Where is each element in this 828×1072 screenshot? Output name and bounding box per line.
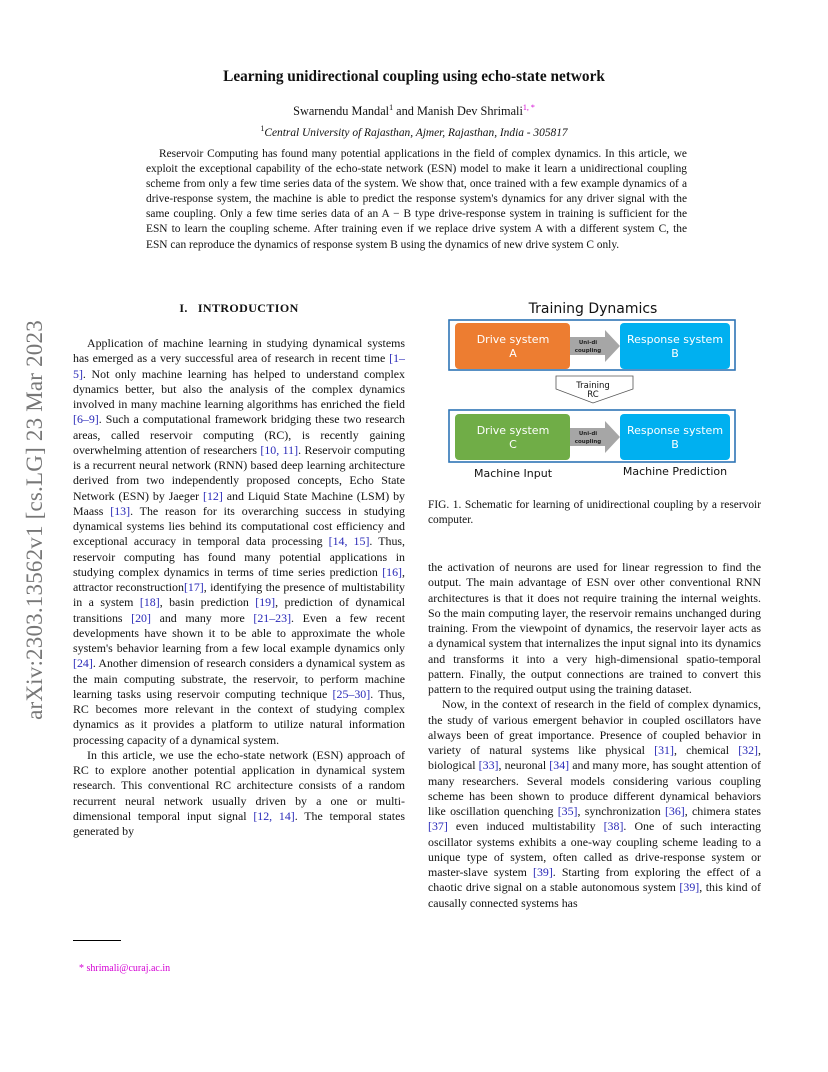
footnote-rule bbox=[73, 940, 121, 941]
citation-link[interactable]: [12] bbox=[203, 488, 223, 503]
citation-link[interactable]: [25–30] bbox=[332, 686, 371, 701]
text-run: . Another dimension of research considers a dynamical system as the main computing substrate, the reservoir, to perform machine learning tasks using reservoir computing technique bbox=[73, 656, 405, 701]
citation-link[interactable]: [32] bbox=[738, 743, 758, 757]
drive-system-c-label: Drive system bbox=[476, 424, 550, 437]
paragraph bbox=[73, 748, 405, 840]
text-run: . Even a few recent developments have shown it to be able to approximate the whole system's behavior learning from a few local example dynamics only bbox=[73, 610, 405, 655]
text-run: . Not only machine learning has helped to understand complex dynamics better, but also the analysis of the complex dynamics involved in many machine learning algorithms has enriched the field bbox=[73, 366, 405, 411]
affiliation-text: Central University of Rajasthan, Ajmer, Rajasthan, India - 305817 bbox=[264, 126, 568, 139]
drive-system-c-letter: C bbox=[509, 438, 517, 451]
machine-input-label: Machine Input bbox=[473, 467, 553, 480]
section-number: I. bbox=[179, 301, 188, 315]
training-arrow-label: Training bbox=[576, 381, 610, 391]
citation-link[interactable]: [1–5] bbox=[73, 351, 405, 381]
text-run: Application of machine learning in studying dynamical systems has emerged as a very successful area of research in recent time bbox=[73, 336, 405, 366]
text-run: , prediction of dynamical transitions bbox=[73, 595, 406, 625]
coupling-arrow-label: Uni-di bbox=[578, 340, 598, 346]
corresponding-email-link[interactable]: shrimali@curaj.ac.in bbox=[86, 963, 171, 974]
text-run: , biological bbox=[428, 743, 761, 773]
text-run: , synchronization bbox=[577, 804, 665, 818]
citation-link[interactable]: [33] bbox=[478, 758, 499, 773]
text-run: and many more, has sought attention of many researchers. Several models considering various coupling scheme has been shown to produce different dynamical behaviors like oscillation quenching bbox=[428, 758, 761, 818]
author-list bbox=[0, 103, 828, 119]
paper-title: Learning unidirectional coupling using echo-state network bbox=[223, 68, 605, 85]
coupling-arrow-label: coupling bbox=[574, 348, 602, 354]
citation-link[interactable]: [10, 11] bbox=[260, 442, 299, 457]
affiliation-mark: 1 bbox=[260, 124, 265, 133]
paragraph bbox=[428, 560, 761, 697]
response-system-b-letter: B bbox=[671, 438, 679, 451]
footnote-mark: * bbox=[79, 963, 84, 974]
text-run: . Starting from exploring the effect of a chaotic drive signal on a stable autonomous system bbox=[428, 865, 761, 895]
text-run: In this article, we use the echo-state network (ESN) approach of RC to explore another potential application in dynamical system research. This conventional RC architecture consists of a random recurrent neural network usually driven by a one or multi-dimensional temporal input signal bbox=[73, 747, 405, 823]
text-run: . Reservoir computing is a recurrent neural network (RNN) based deep learning architecture derived from two independently proposed concepts, Echo State Network (ESN) by Jaeger bbox=[73, 442, 405, 503]
citation-link[interactable]: [31] bbox=[654, 743, 674, 757]
text-run: , chemical bbox=[673, 743, 739, 757]
abstract: Reservoir Computing has found many potential applications in the field of complex dynamics. In this article, we exploit the exceptional capability of the echo-state network (ESN) model to make it learn a unidirectional coupling scheme from only a few time series data of the system. We show that, once trained with a few example dynamics of a drive-response system, the machine is able to predict the response system's dynamics for any driver signal with the same coupling. Only a few time series data of an A − B type drive-response system in training is sufficient for the ESN to learn the coupling scheme. After training even if we replace drive system A with a different system C, the ESN can reproduce the dynamics of response system B using the dynamics of new drive system C only. bbox=[146, 148, 687, 251]
citation-link[interactable]: [16] bbox=[382, 564, 403, 579]
section-heading bbox=[73, 301, 405, 316]
arxiv-identifier: arXiv:2303.13562v1 [cs.LG] 23 Mar 2023 bbox=[22, 320, 47, 720]
author-name: Manish Dev Shrimali bbox=[417, 104, 523, 119]
text-run: . Such a computational framework bridging these two research areas, called reservoir computing (RC), is recently gaining overwhelming attention of researchers bbox=[73, 412, 405, 457]
author-affiliation-mark: 1 bbox=[389, 103, 394, 112]
citation-link[interactable]: [12, 14] bbox=[253, 808, 295, 823]
drive-system-a-letter: A bbox=[509, 347, 517, 360]
citation-link[interactable]: [21–23] bbox=[253, 610, 292, 625]
machine-prediction-label: Machine Prediction bbox=[622, 465, 728, 478]
text-run: Now, in the context of research in the field of complex dynamics, the study of various emergent behavior in coupled oscillators have always been of great importance. Presence of coupled behavior in variety of natural systems like physical bbox=[428, 697, 761, 757]
paragraph bbox=[428, 697, 761, 911]
response-system-b-box bbox=[620, 323, 730, 369]
citation-link[interactable]: [13] bbox=[110, 503, 131, 518]
figure-caption: FIG. 1. Schematic for learning of unidirectional coupling by a reservoir computer. bbox=[428, 499, 761, 526]
author-joiner: and bbox=[396, 104, 414, 119]
citation-link[interactable]: [6–9] bbox=[73, 412, 99, 427]
left-column bbox=[73, 336, 405, 839]
citation-link[interactable]: [17] bbox=[183, 580, 204, 594]
citation-link[interactable]: [14, 15] bbox=[328, 534, 370, 549]
right-column bbox=[428, 560, 761, 911]
text-run: , neuronal bbox=[498, 758, 550, 773]
drive-system-a-label: Drive system bbox=[476, 333, 550, 346]
citation-link[interactable]: [18] bbox=[139, 595, 160, 610]
author-affiliation-mark: 1, * bbox=[522, 103, 535, 112]
coupling-arrow-label: Uni-di bbox=[578, 431, 598, 437]
citation-link[interactable]: [24] bbox=[73, 656, 93, 671]
training-schematic bbox=[430, 295, 762, 485]
text-run: . Thus, reservoir computing has found many potential applications in studying complex dynamics in terms of time series prediction bbox=[73, 534, 405, 579]
citation-link[interactable]: [38] bbox=[603, 819, 624, 834]
text-run: the activation of neurons are used for linear regression to find the output. The main advantage of ESN over other conventional RNN architectures is that it does not require training the internal weights. So the main computing layer, the reservoir remains unchanged during training. From the viewpoint of dynamics, the reservoir layer acts as a dynamical system that internalizes the input signal into its dynamics and transforms it into a very high-dimensional spatio-temporal pattern. Finally, the output connections are trained to convert this pattern to the required output using the training dataset. bbox=[428, 560, 761, 696]
citation-link[interactable]: [35] bbox=[557, 804, 578, 818]
footnote bbox=[79, 963, 170, 974]
text-run: even induced multistability bbox=[447, 819, 604, 834]
citation-link[interactable]: [34] bbox=[549, 758, 570, 773]
text-run: , basin prediction bbox=[159, 595, 256, 610]
response-system-b-letter: B bbox=[671, 347, 679, 360]
section-title: INTRODUCTION bbox=[197, 301, 299, 315]
citation-link[interactable]: [39] bbox=[532, 865, 553, 879]
citation-link[interactable]: [19] bbox=[255, 595, 276, 610]
drive-system-c-box bbox=[455, 414, 570, 460]
response-system-b-box bbox=[620, 414, 730, 460]
citation-link[interactable]: [20] bbox=[131, 610, 151, 625]
text-run: , identifying the presence of multistability in a system bbox=[73, 580, 405, 610]
author-name: Swarnendu Mandal bbox=[293, 104, 390, 119]
drive-system-a-box bbox=[455, 323, 570, 369]
training-arrow-label: RC bbox=[587, 390, 599, 400]
text-run: . The reason for its overarching success in studying dynamical systems lies behind its computational cost efficiency and exceptional accuracy in temporal data processing bbox=[73, 503, 405, 549]
text-run: , chimera states bbox=[684, 804, 761, 818]
text-run: . One of such interacting oscillator systems exhibits a one-way coupling scheme leading to a unique type of system, often called as drive-response system or master-slave system bbox=[428, 819, 761, 879]
citation-link[interactable]: [37] bbox=[428, 819, 448, 834]
text-run: and many more bbox=[150, 610, 254, 625]
text-run: and Liquid State Machine (LSM) by Maass bbox=[73, 488, 405, 518]
text-run: . Thus, RC becomes more relevant in the context of studying complex dynamics as it provides a platform to utilize natural information processing capacity of a dynamical system. bbox=[73, 686, 405, 747]
text-run: , this kind of causally connected systems has bbox=[428, 880, 761, 910]
text-run: , attractor reconstruction bbox=[73, 564, 405, 594]
figure-1 bbox=[430, 295, 762, 485]
citation-link[interactable]: [36] bbox=[664, 804, 685, 818]
response-system-b-label: Response system bbox=[626, 333, 724, 346]
citation-link[interactable]: [39] bbox=[679, 880, 700, 895]
paragraph bbox=[73, 336, 405, 748]
affiliation bbox=[0, 124, 828, 139]
figure-title: Training Dynamics bbox=[528, 301, 658, 317]
coupling-arrow-label: coupling bbox=[574, 439, 602, 445]
arxiv-identifier-stamp bbox=[22, 285, 48, 755]
response-system-b-label: Response system bbox=[626, 424, 724, 437]
text-run: . The temporal states generated by bbox=[73, 808, 405, 838]
